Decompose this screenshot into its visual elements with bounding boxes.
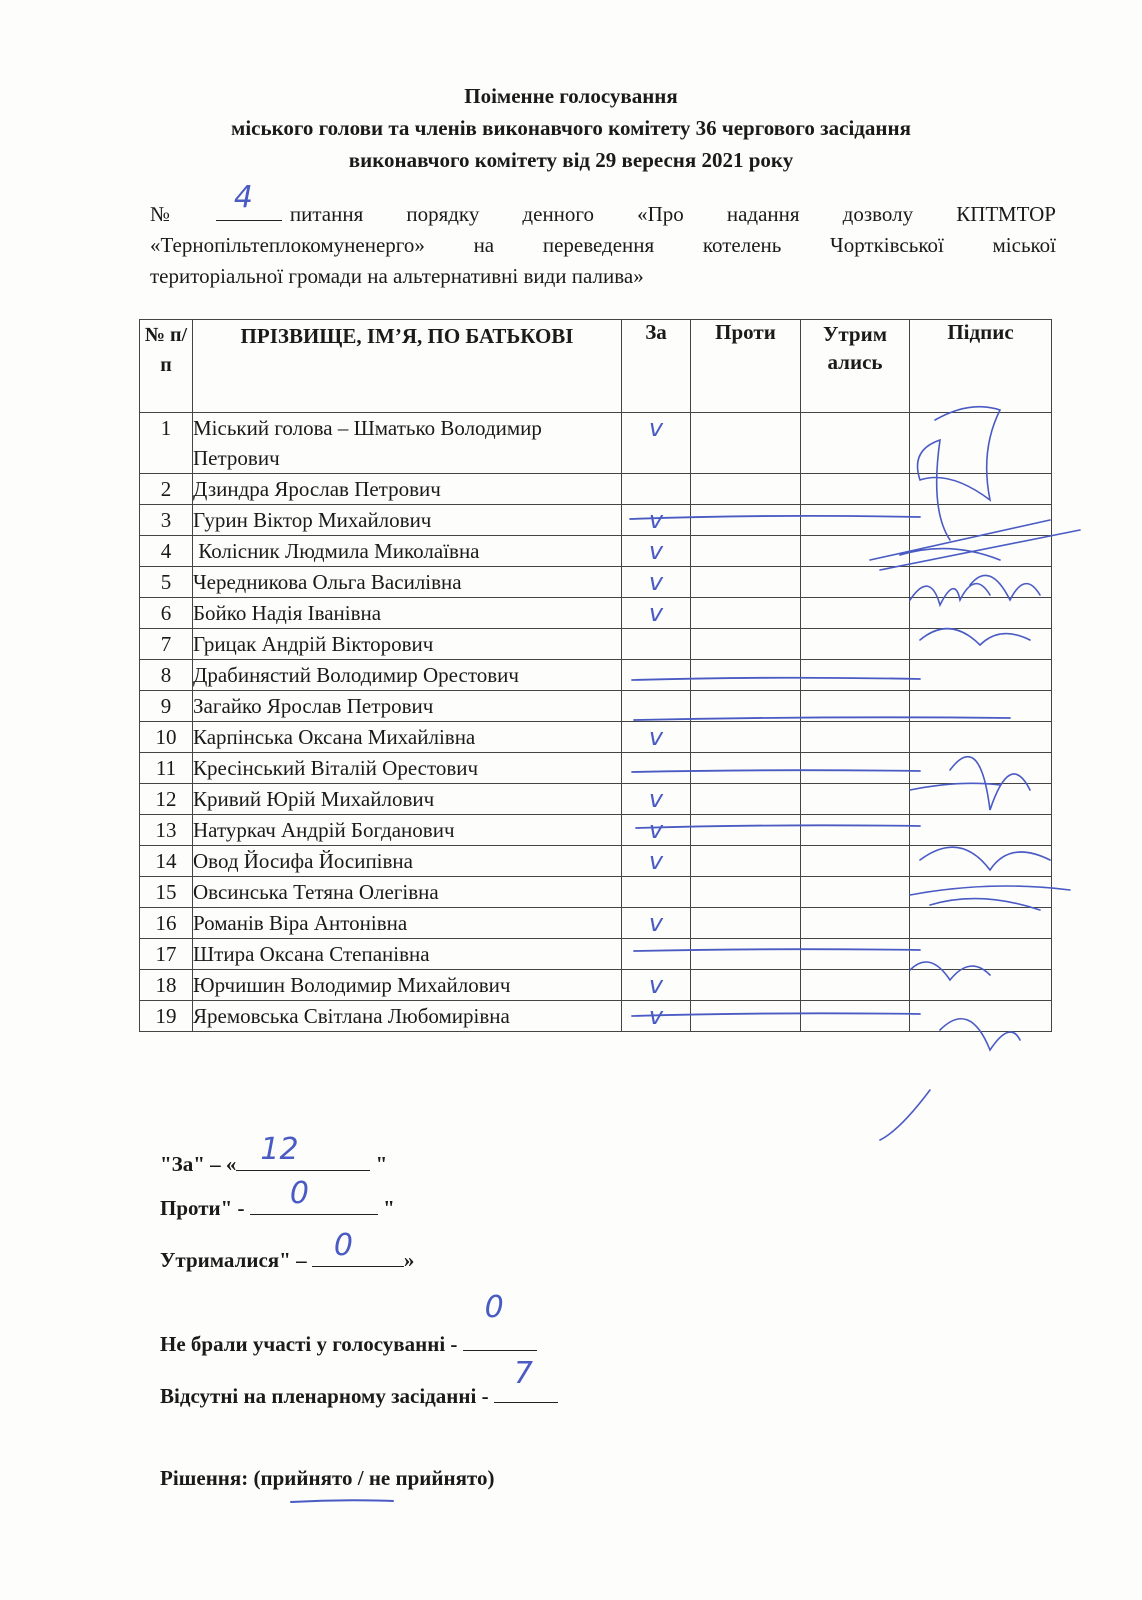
row-abstained [801, 413, 910, 474]
summary-for [160, 1132, 388, 1177]
row-name: Чередникова Ольга Василівна [193, 567, 622, 598]
row-for [622, 598, 691, 629]
row-number: 3 [140, 505, 193, 536]
row-for [622, 536, 691, 567]
summary-absent-label: Відсутні на пленарному засіданні - [160, 1384, 489, 1408]
question-line-2: «Тернопільтеплокомуненерго» на переведення котелень Чортківської міської [150, 233, 1056, 257]
row-against [691, 629, 801, 660]
row-abstained [801, 629, 910, 660]
table-row [140, 474, 1052, 505]
row-abstained [801, 784, 910, 815]
row-abstained [801, 660, 910, 691]
row-number: 1 [140, 413, 193, 474]
row-number: 19 [140, 1001, 193, 1032]
row-for [622, 970, 691, 1001]
title-line-2: міського голови та членів виконавчого комітету 36 чергового засідання [231, 116, 911, 140]
row-abstained [801, 815, 910, 846]
row-abstained [801, 908, 910, 939]
question-number-handwritten: 4 [233, 180, 253, 215]
for-check-mark: v [648, 971, 664, 999]
row-for [622, 908, 691, 939]
row-against [691, 660, 801, 691]
summary-abstained-label: Утрималися" – [160, 1248, 307, 1272]
table-row [140, 567, 1052, 598]
title-line-1: Поіменне голосування [464, 84, 678, 108]
row-signature [910, 939, 1052, 970]
row-signature [910, 660, 1052, 691]
row-abstained [801, 846, 910, 877]
table-row [140, 536, 1052, 567]
row-abstained [801, 1001, 910, 1032]
header-signature: Підпис [910, 320, 1052, 413]
table-row [140, 970, 1052, 1001]
table-row [140, 660, 1052, 691]
summary-abstained-end: » [403, 1248, 415, 1272]
row-abstained [801, 567, 910, 598]
for-check-mark: v [648, 599, 664, 627]
summary-against-value: 0 [289, 1176, 309, 1211]
row-number: 2 [140, 474, 193, 505]
summary-against-label: Проти" - [160, 1196, 245, 1220]
row-name: Гурин Віктор Михайлович [193, 505, 622, 536]
signature-18 [880, 1019, 1020, 1140]
row-for [622, 753, 691, 784]
row-number: 15 [140, 877, 193, 908]
summary-for-label: "За" – « [160, 1152, 237, 1176]
for-check-mark: v [648, 568, 664, 596]
row-signature [910, 691, 1052, 722]
for-check-mark: v [648, 847, 664, 875]
question-line-3: територіальної громади на альтернативні види палива» [150, 264, 644, 288]
row-against [691, 815, 801, 846]
table-row [140, 629, 1052, 660]
row-number: 5 [140, 567, 193, 598]
table-row [140, 939, 1052, 970]
summary-absent [160, 1356, 558, 1409]
row-for [622, 815, 691, 846]
for-check-mark: v [648, 506, 664, 534]
header-number: № п/п [140, 320, 193, 413]
row-against [691, 598, 801, 629]
row-signature [910, 784, 1052, 815]
agenda-question [150, 180, 1056, 292]
summary-decision: Рішення: (прийнято / не прийнято) [160, 1466, 495, 1490]
for-check-mark: v [648, 537, 664, 565]
row-name: Грицак Андрій Вікторович [193, 629, 622, 660]
row-name: Загайко Ярослав Петрович [193, 691, 622, 722]
table-row [140, 753, 1052, 784]
row-against [691, 939, 801, 970]
row-for [622, 567, 691, 598]
row-number: 7 [140, 629, 193, 660]
row-abstained [801, 474, 910, 505]
row-name: Колісник Людмила Миколаївна [193, 536, 622, 567]
table-row [140, 877, 1052, 908]
row-against [691, 722, 801, 753]
row-name: Кресінський Віталій Орестович [193, 753, 622, 784]
row-signature [910, 474, 1052, 505]
row-name: Бойко Надія Іванівна [193, 598, 622, 629]
summary-absent-blank [494, 1356, 558, 1403]
row-number: 6 [140, 598, 193, 629]
row-signature [910, 846, 1052, 877]
row-signature [910, 598, 1052, 629]
summary-for-end: " [375, 1152, 388, 1176]
row-against [691, 908, 801, 939]
row-number: 17 [140, 939, 193, 970]
question-number-blank [216, 180, 282, 221]
row-abstained [801, 505, 910, 536]
row-signature [910, 505, 1052, 536]
row-name: Дзиндра Ярослав Петрович [193, 474, 622, 505]
for-check-mark: v [648, 723, 664, 751]
row-for [622, 474, 691, 505]
question-text-1: питання порядку денного «Про надання дозволу КПТМТОР [289, 202, 1056, 226]
row-name: Натуркач Андрій Богданович [193, 815, 622, 846]
row-number: 18 [140, 970, 193, 1001]
row-name: Овод Йосифа Йосипівна [193, 846, 622, 877]
row-for [622, 939, 691, 970]
row-for [622, 660, 691, 691]
row-signature [910, 908, 1052, 939]
row-abstained [801, 877, 910, 908]
row-against [691, 536, 801, 567]
row-signature [910, 1001, 1052, 1032]
for-check-mark: v [648, 909, 664, 937]
summary-no-vote-value: 0 [484, 1290, 504, 1325]
table-row [140, 598, 1052, 629]
row-signature [910, 815, 1052, 846]
row-against [691, 413, 801, 474]
row-name: Овсинська Тетяна Олегівна [193, 877, 622, 908]
row-name: Романів Віра Антонівна [193, 908, 622, 939]
question-line-1 [150, 180, 1056, 230]
row-for [622, 846, 691, 877]
summary-for-blank [236, 1132, 370, 1171]
row-signature [910, 877, 1052, 908]
row-for [622, 722, 691, 753]
row-for [622, 413, 691, 474]
decision-underline [287, 1495, 397, 1507]
header-abstained: Утрим ались [801, 320, 910, 413]
row-signature [910, 753, 1052, 784]
for-check-mark: v [648, 816, 664, 844]
row-for [622, 629, 691, 660]
document-title [0, 80, 1142, 176]
header-name: ПРІЗВИЩЕ, ІМ’Я, ПО БАТЬКОВІ [193, 320, 622, 413]
summary-against-end: " [383, 1196, 395, 1220]
header-for: За [622, 320, 691, 413]
row-abstained [801, 536, 910, 567]
row-signature [910, 722, 1052, 753]
table-row [140, 722, 1052, 753]
summary-no-vote [160, 1290, 537, 1357]
row-against [691, 691, 801, 722]
for-check-mark: v [648, 1002, 664, 1030]
table-row [140, 1001, 1052, 1032]
table-row [140, 505, 1052, 536]
summary-absent-value: 7 [513, 1356, 533, 1391]
table-row [140, 691, 1052, 722]
title-line-3: виконавчого комітету від 29 вересня 2021 року [348, 148, 794, 172]
row-number: 9 [140, 691, 193, 722]
table-body [140, 413, 1052, 1032]
table-row [140, 908, 1052, 939]
row-number: 14 [140, 846, 193, 877]
row-number: 10 [140, 722, 193, 753]
row-abstained [801, 722, 910, 753]
summary-no-vote-blank [463, 1290, 537, 1351]
voting-table [139, 319, 1052, 1032]
table-header-row [140, 320, 1052, 413]
row-against [691, 474, 801, 505]
row-number: 13 [140, 815, 193, 846]
row-abstained [801, 753, 910, 784]
row-abstained [801, 970, 910, 1001]
row-abstained [801, 939, 910, 970]
summary-no-vote-label: Не брали участі у голосуванні - [160, 1332, 458, 1356]
row-abstained [801, 598, 910, 629]
row-name: Карпінська Оксана Михайлівна [193, 722, 622, 753]
summary-abstained-value: 0 [333, 1228, 353, 1263]
row-signature [910, 629, 1052, 660]
summary-abstained [160, 1228, 415, 1273]
row-against [691, 505, 801, 536]
row-name: Кривий Юрій Михайлович [193, 784, 622, 815]
question-number-prefix: № [150, 202, 208, 226]
row-against [691, 753, 801, 784]
row-name: Яремовська Світлана Любомирівна [193, 1001, 622, 1032]
row-against [691, 567, 801, 598]
row-signature [910, 567, 1052, 598]
row-number: 12 [140, 784, 193, 815]
row-signature [910, 413, 1052, 474]
row-for [622, 505, 691, 536]
row-name: Драбинястий Володимир Орестович [193, 660, 622, 691]
row-name: Юрчишин Володимир Михайлович [193, 970, 622, 1001]
summary-against [160, 1176, 395, 1221]
row-against [691, 1001, 801, 1032]
summary-abstained-blank [312, 1228, 404, 1267]
row-for [622, 784, 691, 815]
row-against [691, 877, 801, 908]
row-against [691, 846, 801, 877]
row-for [622, 691, 691, 722]
table-row [140, 846, 1052, 877]
row-number: 8 [140, 660, 193, 691]
row-for [622, 1001, 691, 1032]
row-for [622, 877, 691, 908]
for-check-mark: v [648, 414, 664, 442]
table-row [140, 413, 1052, 474]
summary-for-value: 12 [260, 1132, 299, 1167]
row-number: 4 [140, 536, 193, 567]
summary-against-blank [250, 1176, 378, 1215]
header-against: Проти [691, 320, 801, 413]
row-abstained [801, 691, 910, 722]
row-name: Штира Оксана Степанівна [193, 939, 622, 970]
row-signature [910, 970, 1052, 1001]
row-name: Міський голова – Шматько Володимир Петрович [193, 413, 622, 474]
row-number: 16 [140, 908, 193, 939]
table-row [140, 815, 1052, 846]
for-check-mark: v [648, 785, 664, 813]
table-row [140, 784, 1052, 815]
row-number: 11 [140, 753, 193, 784]
row-against [691, 970, 801, 1001]
row-against [691, 784, 801, 815]
row-signature [910, 536, 1052, 567]
